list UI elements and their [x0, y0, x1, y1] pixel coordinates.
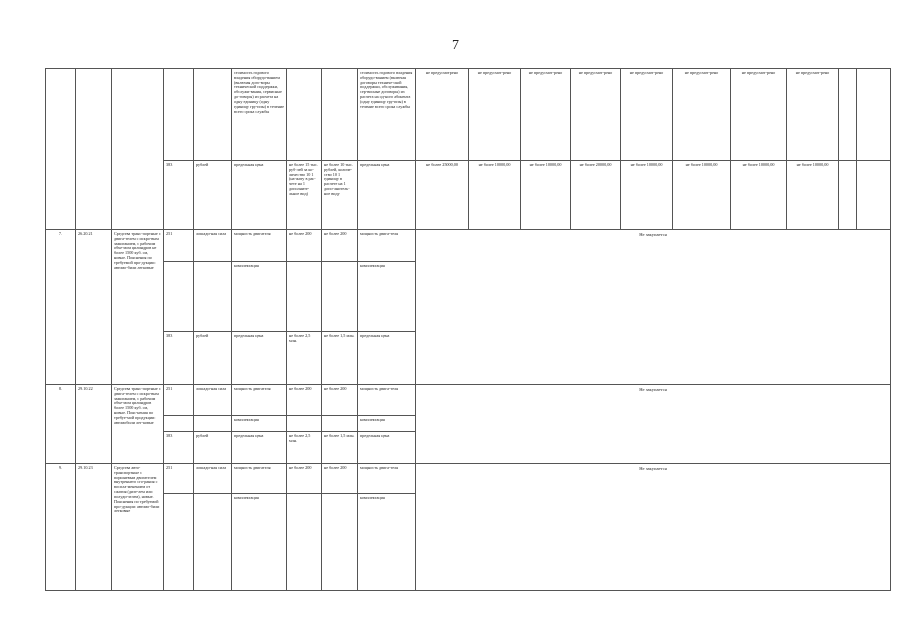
table-row: комплектация комплектация [46, 494, 891, 591]
table-row: стоимость годового владения оборудо-ванием (включая дого-воры технической поддержки, обслужи-вания, сервисные до-говоры) из расчета на одну единицу (одну единицу гру-ппы) в течение всего срока службы стоимость годового владения оборудо-ванием (включая договоры техниче-ской поддержки, обслуживания, сер-висные договоры) из расчета на од-ного абонента (одну единицу гру-ппы) в течение всего срока службы не предусмотрено не предусмот-рено не предусмот-рено не предусмот-рено не предусмот-рено не предусмот-рено не предусмот-рено не предусмот-рено [46, 69, 891, 161]
char-orig-cell: стоимость годового владения оборудо-ванием (включая дого-воры технической поддержки, обслужи-вания, сервисные до-говоры) из расчета на одну единицу (одну единицу гру-ппы) в течение всего срока службы [232, 69, 287, 161]
char-add-cell: стоимость годового владения оборудо-ванием (включая договоры техниче-ской поддержки, обслуживания, сер-висные договоры) из расчета на од-ного абонента (одну единицу гру-ппы) в течение всего срока службы [358, 69, 416, 161]
status-cell: Не закупается [416, 464, 891, 591]
requirements-table [45, 68, 891, 591]
table-row: комплектация комплектация [46, 416, 891, 432]
status-cell: Не закупается [416, 230, 891, 385]
page-number: 7 [452, 38, 459, 53]
table-row: 9. 29.10.23 Средства авто-транспортные с поршневым двигателем внутреннего сго-рания с воспла-менением от сжатия (дизе-лем или полуди-зелем), новые. Пояснения по требуемой про-дукции: автомо-били легковые 251 лошади-ная сила мощность двигателя не более 200 не более 200 мощность двига-теля Не закупается [46, 464, 891, 494]
table-row: 383 рублей предельная цена не более 2,5 млн. не более 1,5 млн. предельная цена [46, 432, 891, 464]
table-row: 7. 26.20.21 Средства транс-портные с двига-телем с искро-вым зажиганием, с рабочим объе-мом цилиндров не более 1500 куб. см, новые. Пояснения по требуемой про-дукции: автомо-били легковые 251 лошади-ная сила мощность двигателя не более 200 не более 200 мощность двига-теля Не закупается [46, 230, 891, 262]
table-row: комплектация комплектация [46, 262, 891, 332]
table-row: 8. 29.10.22 Средства транс-портные с двига-телем с искро-вым зажиганием, с рабочим объе-мом цилиндров более 1500 куб. см, новые. Пояс-нения по требуе-мой продукции: автомобили лег-ковые 251 лошади-ная сила мощность двигателя не более 200 не более 200 мощность двига-теля Не закупается [46, 385, 891, 416]
status-cell: Не закупается [416, 385, 891, 464]
table-row: 383 рублей предельная цена не более 15 тыс. руб-лей за ко-личество 10 1 (на-жату в рас-чете на 1 дополните-льное вид) не более 10 тыс. рублей, количе-ство 10 1 единицу в расчете на 1 допо-лнитель-ное виду предельная цена не более 25000,00 не более 10000,00 не более 10000,00 не более 20000,00 не более 10000,00 не более 10000,00 не более 10000,00 не более 10000,00 [46, 161, 891, 230]
table-row: 383 рублей предельная цена не более 2,5 млн. не более 1,5 млн. предельная цена [46, 332, 891, 385]
